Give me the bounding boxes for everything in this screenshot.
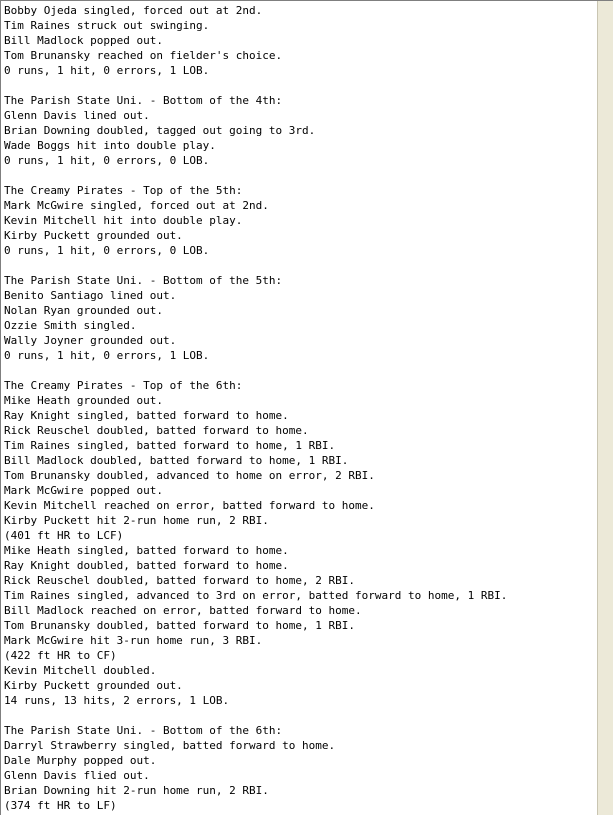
log-line: Bill Madlock popped out. [4, 34, 163, 47]
log-line: Kirby Puckett grounded out. [4, 229, 183, 242]
log-line: Tom Brunansky doubled, advanced to home on error, 2 RBI. [4, 469, 375, 482]
log-line: The Parish State Uni. - Bottom of the 6th: [4, 724, 283, 737]
log-line: Dale Murphy popped out. [4, 754, 157, 767]
log-line: Kevin Mitchell reached on error, batted forward to home. [4, 499, 375, 512]
log-line: Mark McGwire hit 3-run home run, 3 RBI. [4, 634, 263, 647]
log-line: Kirby Puckett hit 2-run home run, 2 RBI. [4, 514, 269, 527]
log-line: Mike Heath singled, batted forward to home. [4, 544, 289, 557]
log-line: The Parish State Uni. - Bottom of the 4th: [4, 94, 283, 107]
log-line: Bobby Ojeda singled, forced out at 2nd. [4, 4, 263, 17]
log-line: Ray Knight doubled, batted forward to home. [4, 559, 289, 572]
log-line [4, 708, 596, 723]
log-line: Glenn Davis lined out. [4, 109, 150, 122]
log-line: Nolan Ryan grounded out. [4, 304, 163, 317]
log-line: Wally Joyner grounded out. [4, 334, 177, 347]
log-line: (422 ft HR to CF) [4, 649, 117, 662]
log-line: 0 runs, 1 hit, 0 errors, 0 LOB. [4, 154, 210, 167]
log-line: Kevin Mitchell hit into double play. [4, 214, 243, 227]
log-line: Bill Madlock reached on error, batted forward to home. [4, 604, 362, 617]
log-line: Brian Downing doubled, tagged out going to 3rd. [4, 124, 316, 137]
log-line: Brian Downing hit 2-run home run, 2 RBI. [4, 784, 269, 797]
log-line: 0 runs, 1 hit, 0 errors, 1 LOB. [4, 64, 210, 77]
log-line: Kirby Puckett grounded out. [4, 679, 183, 692]
log-line: 0 runs, 1 hit, 0 errors, 1 LOB. [4, 349, 210, 362]
log-line: 0 runs, 1 hit, 0 errors, 0 LOB. [4, 244, 210, 257]
log-line: Tim Raines singled, advanced to 3rd on error, batted forward to home, 1 RBI. [4, 589, 508, 602]
log-line: Tim Raines struck out swinging. [4, 19, 210, 32]
log-line [4, 363, 596, 378]
log-line [4, 78, 596, 93]
log-line: Mark McGwire popped out. [4, 484, 163, 497]
log-line: The Parish State Uni. - Bottom of the 5th: [4, 274, 283, 287]
vertical-scrollbar[interactable] [597, 1, 613, 815]
log-line [4, 258, 596, 273]
log-line: Wade Boggs hit into double play. [4, 139, 216, 152]
log-line: (401 ft HR to LCF) [4, 529, 124, 542]
log-line: 14 runs, 13 hits, 2 errors, 1 LOB. [4, 694, 230, 707]
log-line: Tom Brunansky reached on fielder's choice. [4, 49, 283, 62]
log-line: Tom Brunansky doubled, batted forward to home, 1 RBI. [4, 619, 355, 632]
log-line: Bill Madlock doubled, batted forward to home, 1 RBI. [4, 454, 349, 467]
log-line: Mike Heath grounded out. [4, 394, 163, 407]
log-line: Benito Santiago lined out. [4, 289, 177, 302]
log-line [4, 168, 596, 183]
log-line: Darryl Strawberry singled, batted forward to home. [4, 739, 336, 752]
log-line: Tim Raines singled, batted forward to home, 1 RBI. [4, 439, 336, 452]
play-by-play-log[interactable] [4, 3, 596, 815]
log-line: Ray Knight singled, batted forward to home. [4, 409, 289, 422]
log-line: Ozzie Smith singled. [4, 319, 137, 332]
log-line: The Creamy Pirates - Top of the 5th: [4, 184, 243, 197]
log-line: The Creamy Pirates - Top of the 6th: [4, 379, 243, 392]
log-line: (374 ft HR to LF) [4, 799, 117, 812]
log-line: Kevin Mitchell doubled. [4, 664, 157, 677]
log-line: Glenn Davis flied out. [4, 769, 150, 782]
log-line: Rick Reuschel doubled, batted forward to home, 2 RBI. [4, 574, 355, 587]
log-line: Mark McGwire singled, forced out at 2nd. [4, 199, 269, 212]
log-line: Rick Reuschel doubled, batted forward to home. [4, 424, 309, 437]
